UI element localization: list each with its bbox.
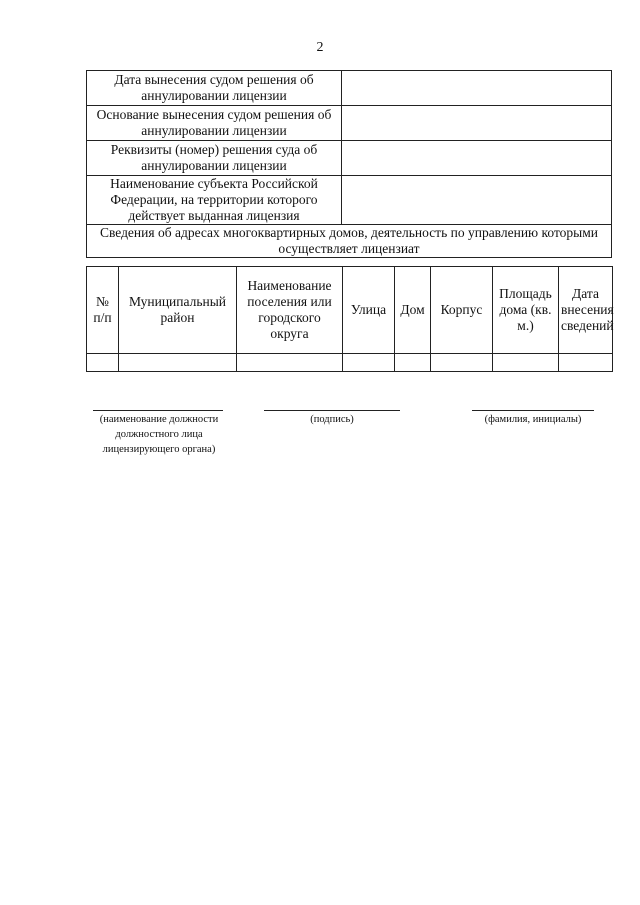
form-row-court-decision-date — [87, 71, 612, 106]
position-caption: (наименование должности должностного лица лицензирующего органа) — [99, 414, 219, 455]
table-cell — [119, 354, 237, 372]
court-decision-number-label: Реквизиты (номер) решения суда об аннулировании лицензии — [87, 141, 342, 176]
col-header-municipal-district: Муниципальный район — [119, 267, 237, 354]
signature-line — [264, 410, 400, 411]
form-row-federal-subject — [87, 176, 612, 225]
table-cell — [559, 354, 613, 372]
table-cell — [87, 354, 119, 372]
form-row-section-title — [87, 225, 612, 258]
col-header-street: Улица — [343, 267, 395, 354]
houses-table-header-row — [87, 267, 613, 354]
name-signature-line — [472, 410, 594, 411]
form-row-court-decision-number — [87, 141, 612, 176]
col-header-house: Дом — [395, 267, 431, 354]
col-header-area: Площадь дома (кв. м.) — [493, 267, 559, 354]
page-number: 2 — [316, 40, 324, 55]
form-row-court-decision-basis — [87, 106, 612, 141]
court-decision-basis-label: Основание вынесения судом решения об аннулировании лицензии — [87, 106, 342, 141]
table-row — [87, 354, 613, 372]
houses-table — [86, 266, 613, 372]
houses-section-title: Сведения об адресах многоквартирных домов, деятельность по управлению которыми осуществляет лицензиат — [87, 225, 612, 258]
col-header-number: № п/п — [87, 267, 119, 354]
table-cell — [343, 354, 395, 372]
license-annulment-form — [86, 70, 612, 258]
table-cell — [493, 354, 559, 372]
federal-subject-value — [342, 176, 612, 225]
table-cell — [395, 354, 431, 372]
name-caption: (фамилия, инициалы) — [484, 414, 582, 425]
table-cell — [431, 354, 493, 372]
table-cell — [237, 354, 343, 372]
court-decision-basis-value — [342, 106, 612, 141]
col-header-building: Корпус — [431, 267, 493, 354]
col-header-entry-date: Дата внесения сведений — [559, 267, 613, 354]
court-decision-number-value — [342, 141, 612, 176]
col-header-settlement: Наименование поселения или городского округа — [237, 267, 343, 354]
position-signature-line — [93, 410, 223, 411]
court-decision-date-value — [342, 71, 612, 106]
court-decision-date-label: Дата вынесения судом решения об аннулировании лицензии — [87, 71, 342, 106]
federal-subject-label: Наименование субъекта Российской Федерации, на территории которого действует выданная лицензия — [87, 176, 342, 225]
signature-caption: (подпись) — [310, 414, 354, 425]
